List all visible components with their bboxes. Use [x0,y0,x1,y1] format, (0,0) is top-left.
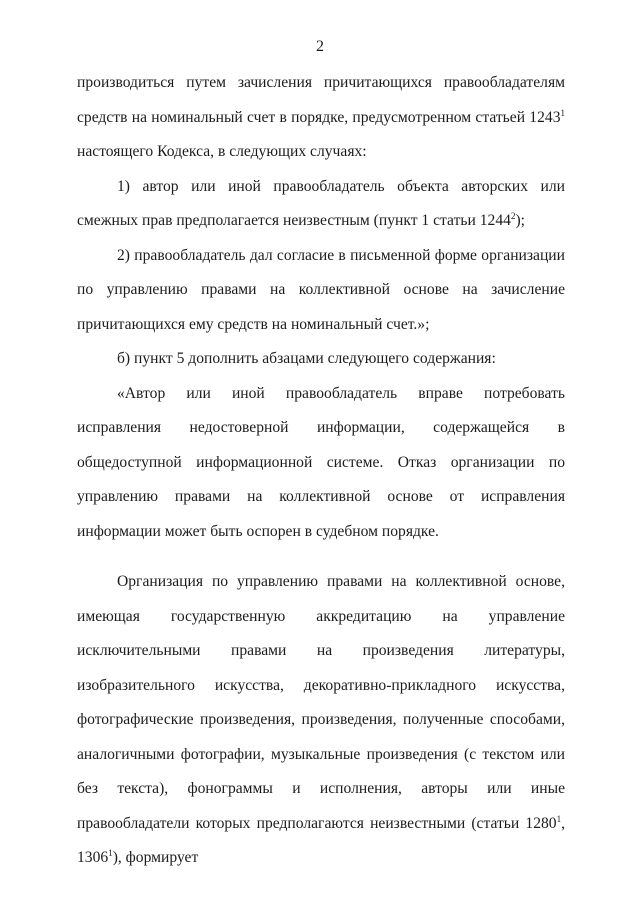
paragraph-text: 2) правообладатель дал согласие в письменной форме организации по управлению правами на коллективной основе на зачисление причитающихся ему средств на номинальный счет.»; [77,246,565,333]
paragraph-text: «Автор или иной правообладатель вправе потребовать исправления недостоверной информации, содержащейся в общедоступной информационной системе. Отказ организации по управлению правами на коллективной основе от исправления информации может быть оспорен в судебном порядке. [77,384,565,540]
paragraph-text: б) пункт 5 дополнить абзацами следующего содержания: [117,350,496,367]
paragraph-text: 1) автор или иной правообладатель объекта авторских или смежных прав предполагается неизвестным (пункт 1 статьи 1244 [77,177,565,229]
paragraph [77,565,565,876]
superscript: 1 [560,107,565,118]
paragraph-text: производиться путем зачисления причитающихся правообладателям средств на номинальный счет в порядке, предусмотренном статьей 1243 [77,74,565,126]
paragraph [77,239,565,343]
paragraph [77,170,565,239]
paragraph-text: ); [515,212,525,229]
paragraph-text: ), формирует [112,849,199,866]
superscript: 1 [556,813,562,824]
document-body [77,66,565,876]
superscript: 1 [108,847,113,858]
paragraph [77,66,565,170]
superscript: 2 [510,210,516,221]
paragraph-text: Организация по управлению правами на коллективной основе, имеющая государственную аккредитацию на управление исключительными правами на произведения литературы, изобразительного искусства, декоративно-прикладного искусства, фотографические произведения, произведения, полученные способами, аналогичными фотографии, музыкальные произведения (с текстом или без текста), фонограммы и исполнения, авторы или иные правообладатели которых предполагаются неизвестными (статьи 1280 [77,573,565,832]
page-number: 2 [316,38,324,55]
paragraph-text: , 1306 [77,814,565,866]
paragraph-text: настоящего Кодекса, в следующих случаях: [77,143,367,160]
paragraph [77,342,565,377]
paragraph [77,377,565,550]
